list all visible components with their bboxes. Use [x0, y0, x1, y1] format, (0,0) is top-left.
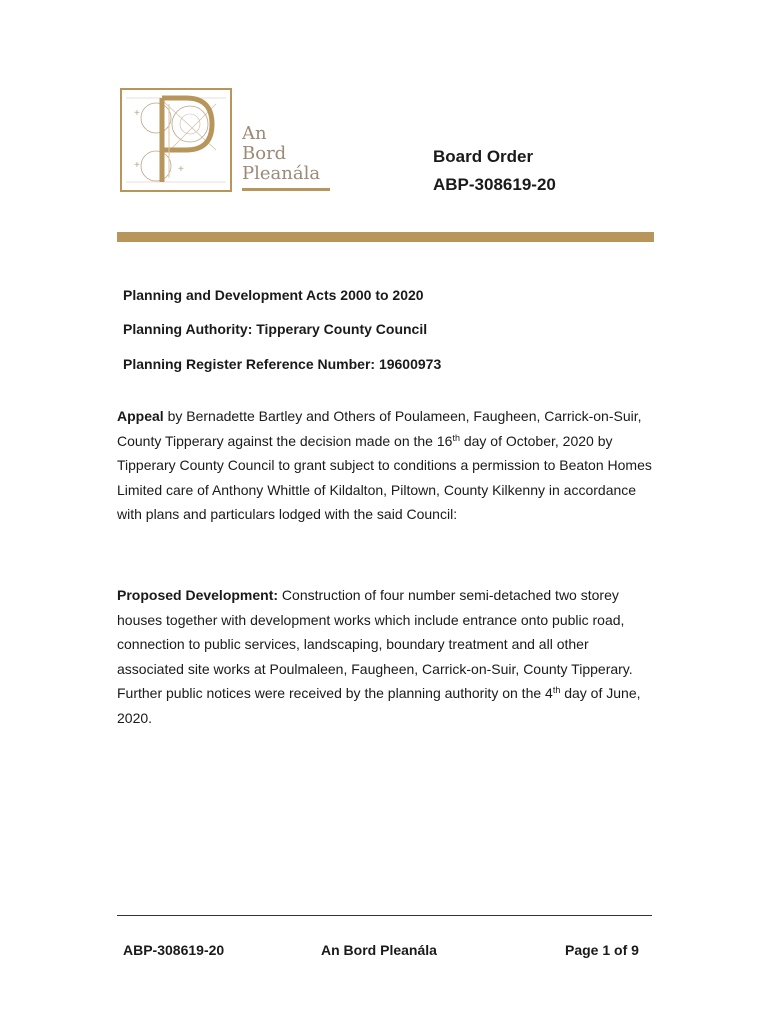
proposed-date-suffix: th — [552, 685, 561, 695]
proposed-text-1: Construction of four number semi-detached two storey houses together with development works which include entrance onto public road, connection to public services, landscaping, boundary treatment and all other associated site works at Poulmaleen, Faugheen, Carrick-on-Suir, County Tipperary. Further public notices were received by the planning authority on the 4 — [117, 587, 633, 701]
document-reference: ABP-308619-20 — [433, 175, 556, 194]
footer-page-number: Page 1 of 9 — [565, 942, 639, 958]
appeal-paragraph — [117, 404, 657, 527]
proposed-text-2: day of June, 2020. — [117, 685, 641, 726]
svg-text:+: + — [134, 108, 140, 119]
logo-wordmark — [242, 124, 320, 184]
an-bord-pleanala-logo — [120, 88, 334, 198]
logo-word-1: An — [242, 123, 267, 144]
logo-word-2: Bord — [242, 143, 287, 164]
proposed-development-label: Proposed Development: — [117, 587, 279, 603]
logo-p-emblem-icon — [120, 88, 232, 192]
register-reference-line: Planning Register Reference Number: 19600973 — [123, 356, 442, 372]
appeal-text-1: by Bernadette Bartley and Others of Poulameen, Faugheen, Carrick-on-Suir, County Tipperary against the decision made on the 16 — [117, 408, 642, 449]
appeal-text-2: day of October, 2020 by Tipperary County Council to grant subject to conditions a permission to Beaton Homes Limited care of Anthony Whittle of Kildalton, Piltown, County Kilkenny in accordance with plans and particulars lodged with the said Council: — [117, 432, 652, 522]
acts-line: Planning and Development Acts 2000 to 2020 — [123, 287, 424, 303]
footer-divider — [117, 915, 652, 916]
proposed-development-paragraph — [117, 583, 657, 730]
planning-authority-line: Planning Authority: Tipperary County Council — [123, 321, 428, 337]
appeal-label: Appeal — [117, 408, 164, 424]
svg-text:+: + — [178, 164, 184, 175]
logo-underline — [242, 188, 330, 191]
document-type: Board Order — [433, 147, 534, 166]
footer-reference: ABP-308619-20 — [123, 942, 225, 958]
footer-organisation: An Bord Pleanála — [321, 942, 437, 958]
appeal-date-suffix: th — [452, 432, 460, 443]
header-divider-bar — [117, 232, 654, 242]
logo-word-3: Pleanála — [242, 163, 321, 184]
document-heading — [433, 143, 556, 199]
svg-text:+: + — [134, 160, 140, 171]
